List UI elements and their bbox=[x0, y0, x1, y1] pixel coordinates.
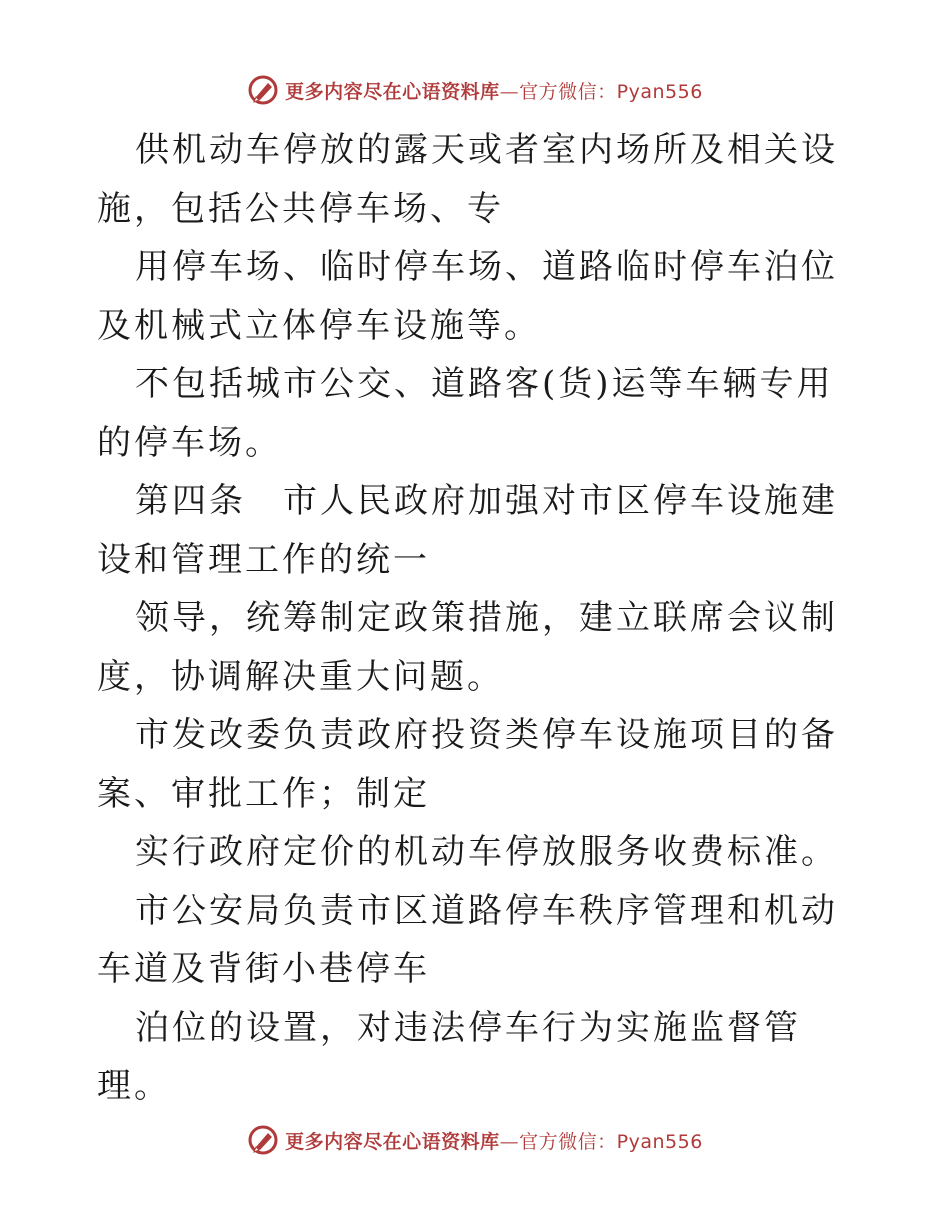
pen-logo-icon bbox=[247, 1124, 279, 1156]
header-banner bbox=[0, 70, 950, 110]
pen-logo-icon bbox=[247, 74, 279, 106]
footer-banner-text bbox=[285, 1127, 703, 1154]
paragraph: 领导，统筹制定政策措施，建立联席会议制度，协调解决重大问题。 bbox=[97, 598, 838, 697]
paragraph: 用停车场、临时停车场、道路临时停车泊位及机械式立体停车设施等。 bbox=[97, 247, 838, 346]
paragraph: 不包括城市公交、道路客(货)运等车辆专用的停车场。 bbox=[97, 364, 834, 463]
header-banner-contact: 官方微信：Pyan556 bbox=[519, 80, 703, 103]
paragraph: 泊位的设置，对违法停车行为实施监督管理。 bbox=[97, 1007, 801, 1106]
paragraph: 第四条 市人民政府加强对市区停车设施建设和管理工作的统一 bbox=[97, 481, 838, 580]
header-banner-main: 更多内容尽在心语资料库 bbox=[285, 80, 500, 103]
paragraph: 供机动车停放的露天或者室内场所及相关设施，包括公共停车场、专 bbox=[97, 130, 838, 229]
footer-banner-dash: — bbox=[499, 1130, 520, 1153]
paragraph: 市发改委负责政府投资类停车设施项目的备案、审批工作；制定 bbox=[97, 715, 838, 814]
footer-banner bbox=[0, 1120, 950, 1160]
paragraph: 市公安局负责市区道路停车秩序管理和机动车道及背街小巷停车 bbox=[97, 890, 838, 989]
header-banner-text bbox=[285, 77, 703, 104]
document-body bbox=[97, 121, 857, 1116]
paragraph: 实行政府定价的机动车停放服务收费标准。 bbox=[135, 832, 838, 872]
header-banner-dash: — bbox=[499, 80, 520, 103]
footer-banner-main: 更多内容尽在心语资料库 bbox=[285, 1130, 500, 1153]
footer-banner-contact: 官方微信：Pyan556 bbox=[519, 1130, 703, 1153]
